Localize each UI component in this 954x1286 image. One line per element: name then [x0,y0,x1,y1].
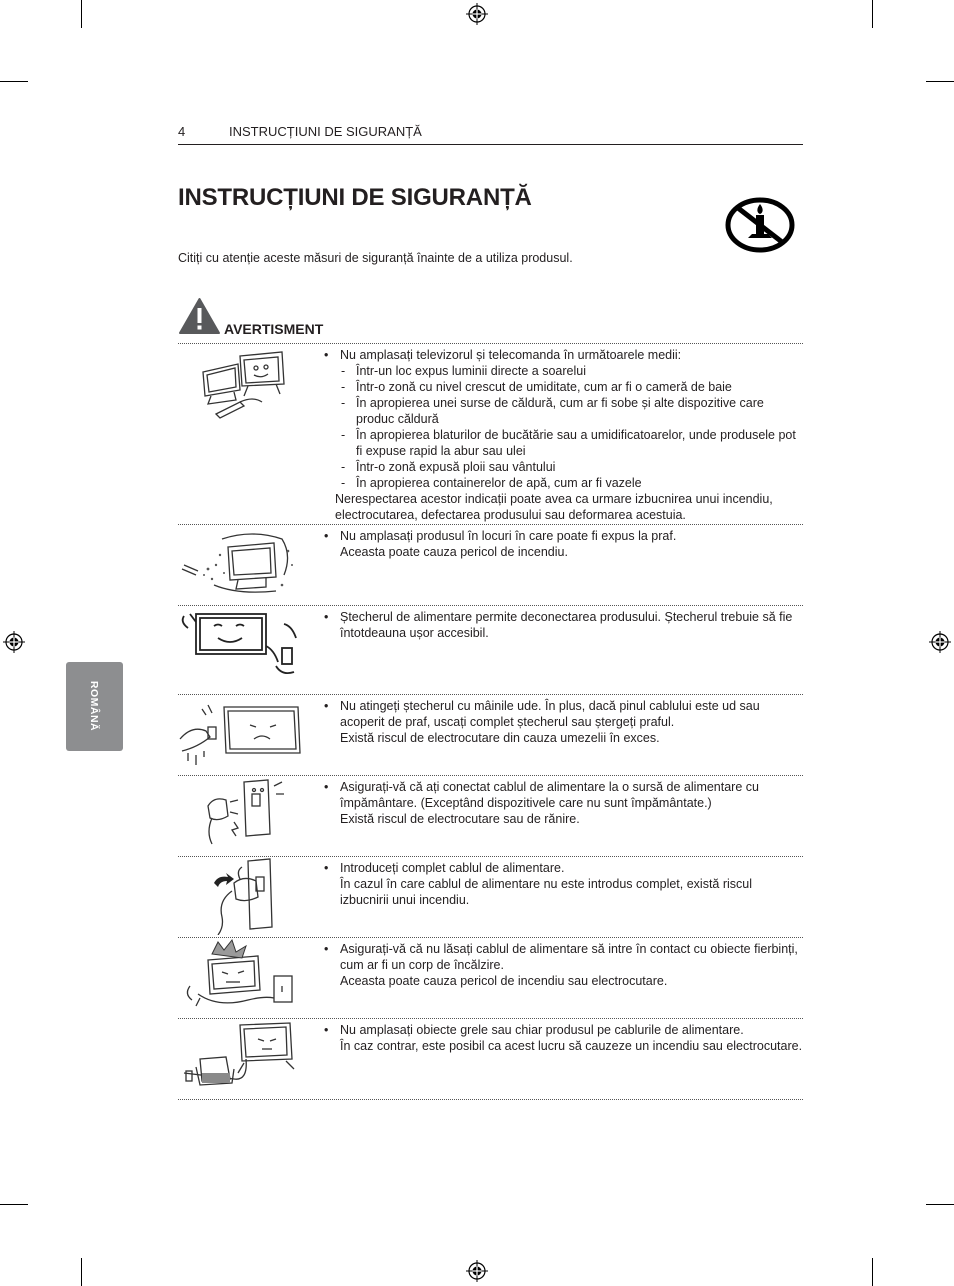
crop-mark [872,1258,873,1286]
dash-item: - În apropierea unei surse de căldură, cum ar fi sobe și alte dispozitive care produc căldură [324,395,803,427]
dash-item: - Într-un loc expus luminii directe a soarelui [324,363,803,379]
extra-text: În caz contrar, este posibil ca acest lucru să cauzeze un incendiu sau electrocutare. [340,1039,803,1053]
bullet-item: • Introduceți complet cablul de alimentare. [324,860,803,876]
warning-text [324,938,803,989]
wet-hands-illustration-icon [178,695,314,773]
page-title: INSTRUCȚIUNI DE SIGURANȚĂ [178,184,532,211]
warning-row [178,1018,803,1100]
no-candle-icon [724,196,796,254]
dash-item: - Într-o zonă expusă ploii sau vântului [324,459,803,475]
warning-text [324,695,803,746]
crop-mark [81,1258,82,1286]
language-side-tab [66,662,123,751]
registration-mark-icon [466,3,488,25]
dash-item: - În apropierea containerelor de apă, cum ar fi vazele [324,475,803,491]
warning-triangle-icon [178,297,221,335]
running-header [178,122,803,145]
warning-text [324,857,803,908]
registration-mark-icon [466,1260,488,1282]
language-label: ROMÂNĂ [88,680,100,732]
crop-mark [872,0,873,28]
crop-mark [0,1204,28,1205]
registration-mark-icon [3,631,25,653]
grounded-outlet-illustration-icon [178,776,314,854]
note-text: Nerespectarea acestor indicații poate avea ca urmare izbucnirea unui incendiu, electrocutarea, defectarea produsului sau deformarea acestuia. [335,492,773,522]
plug-access-illustration-icon [178,606,314,684]
extra-text: În cazul în care cablul de alimentare nu este introdus complet, există riscul izbucnirii unui incendiu. [340,877,753,907]
heavy-object-cable-illustration-icon [178,1019,314,1097]
warning-label: AVERTISMENT [224,321,324,337]
extra-text: Există riscul de electrocutare sau de rănire. [340,812,580,826]
warning-text [324,344,803,523]
intro-text: Citiți cu atenție aceste măsuri de siguranță înainte de a utiliza produsul. [178,251,573,265]
warning-text [324,606,803,641]
bullet-item: • Asigurați-vă că ați conectat cablul de alimentare la o sursă de alimentare cu împământare. (Exceptând dispozitivele care nu sunt împământate.) [324,779,803,811]
warning-row [178,856,803,937]
crop-mark [926,81,954,82]
hot-object-illustration-icon [178,938,314,1016]
crop-mark [926,1204,954,1205]
page-number: 4 [178,124,186,139]
warning-row [178,343,803,524]
crop-mark [0,81,28,82]
warning-table [178,343,803,1100]
extra-text: Există riscul de electrocutare din cauza umezelii în exces. [340,731,660,745]
bullet-item: • Ștecherul de alimentare permite deconectarea produsului. Ștecherul trebuie să fie întotdeauna ușor accesibil. [324,609,803,641]
warning-row [178,524,803,605]
header-title: INSTRUCȚIUNI DE SIGURANȚĂ [229,124,422,139]
tv-remote-illustration-icon [178,344,314,422]
warning-row [178,694,803,775]
warning-row [178,937,803,1018]
bullet-item: • Nu amplasați obiecte grele sau chiar produsul pe cablurile de alimentare. [324,1022,803,1038]
warning-row [178,775,803,856]
dash-item: - Într-o zonă cu nivel crescut de umiditate, cum ar fi o cameră de baie [324,379,803,395]
extra-text: Aceasta poate cauza pericol de incendiu sau electrocutare. [340,974,668,988]
warning-text [324,776,803,827]
bullet-item: • Asigurați-vă că nu lăsați cablul de alimentare să intre în contact cu obiecte fierbinți, cum ar fi un corp de încălzire. [324,941,803,973]
bullet-item: • Nu amplasați televizorul și telecomanda în următoarele medii: [324,347,803,363]
crop-mark [81,0,82,28]
insert-plug-illustration-icon [178,857,314,935]
registration-mark-icon [929,631,951,653]
extra-text: Aceasta poate cauza pericol de incendiu. [340,545,568,559]
bullet-item: • Nu atingeți ștecherul cu mâinile ude. În plus, dacă pinul cablului este ud sau acoperit de praf, uscați complet ștecherul sau ștergeți praful. [324,698,803,730]
dash-item: - În apropierea blaturilor de bucătărie sau a umidificatoarelor, unde produsele pot fi expuse rapid la abur sau ulei [324,427,803,459]
warning-row [178,605,803,694]
dust-illustration-icon [178,525,314,603]
bullet-item: • Nu amplasați produsul în locuri în care poate fi expus la praf. [324,528,803,544]
warning-text [324,1019,803,1054]
warning-text [324,525,803,560]
